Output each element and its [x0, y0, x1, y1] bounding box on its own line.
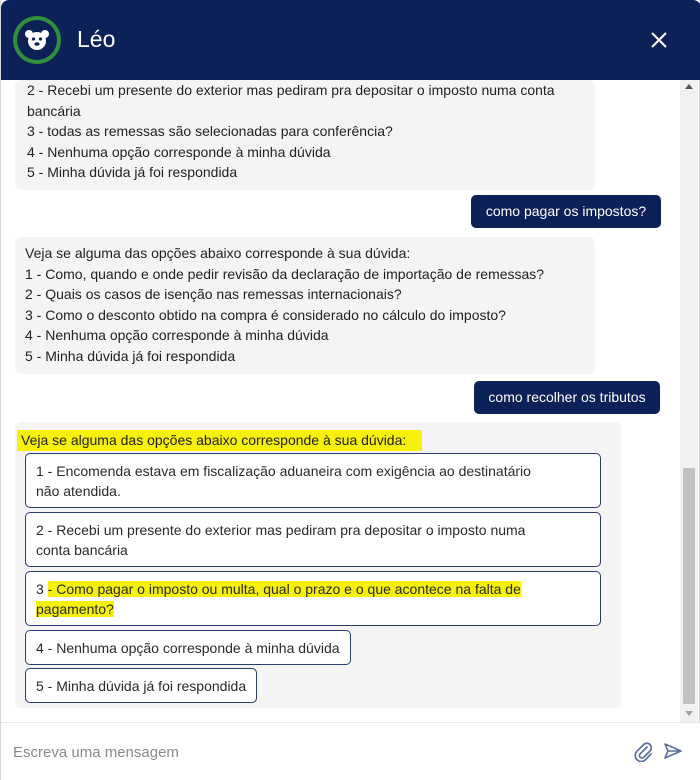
message-line: 2 - Recebi um presente do exterior mas pediram pra depositar o imposto numa conta: [27, 82, 555, 98]
message-line: 5 - Minha dúvida já foi respondida: [27, 164, 238, 180]
option-text: 4 - Nenhuma opção corresponde à minha dúvida: [36, 640, 340, 656]
message-line: 3 - Como o desconto obtido na compra é considerado no cálculo do imposto?: [25, 306, 506, 323]
option-button-3[interactable]: [25, 571, 601, 626]
message-line: bancária: [27, 102, 81, 119]
dog-icon: [24, 27, 50, 53]
send-button[interactable]: [663, 742, 683, 765]
bot-message: [15, 80, 595, 190]
message-line: 3 - todas as remessas são selecionadas para conferência?: [27, 123, 393, 139]
option-button-4[interactable]: [25, 630, 351, 665]
send-icon[interactable]: [663, 742, 683, 760]
user-message: como pagar os impostos?: [471, 195, 661, 228]
bot-message: [15, 237, 595, 374]
message-line: 2 - Quais os casos de isenção nas remessas internacionais?: [25, 286, 402, 302]
message-line: 4 - Nenhuma opção corresponde à minha dúvida: [25, 327, 329, 343]
option-text: 2 - Recebi um presente do exterior mas pediram pra depositar o imposto numa: [36, 522, 526, 538]
option-text-highlighted: - Como pagar o imposto ou multa, qual o prazo e o que acontece na falta de: [47, 581, 521, 597]
chat-header: [1, 0, 700, 80]
option-button-5[interactable]: [25, 668, 257, 703]
close-button[interactable]: [647, 28, 671, 52]
message-input[interactable]: [13, 737, 613, 767]
option-text: 1 - Encomenda estava em fiscalização aduaneira com exigência ao destinatário: [36, 463, 531, 479]
scrollbar[interactable]: [680, 80, 698, 722]
scroll-thumb[interactable]: [683, 468, 695, 704]
message-composer: [1, 722, 700, 780]
option-number: 3: [36, 581, 48, 597]
option-text-highlighted: pagamento?: [36, 601, 114, 617]
bot-avatar: [13, 16, 61, 64]
message-line: 4 - Nenhuma opção corresponde à minha dúvida: [27, 143, 331, 160]
option-button-1[interactable]: [25, 453, 601, 508]
bot-message-options: [15, 422, 621, 708]
scroll-down-arrow[interactable]: [685, 711, 693, 716]
message-line: 1 - Como, quando e onde pedir revisão da declaração de importação de remessas?: [25, 265, 545, 282]
option-text: não atendida.: [36, 483, 121, 499]
option-text: 5 - Minha dúvida já foi respondida: [36, 678, 247, 694]
user-message: como recolher os tributos: [474, 381, 660, 414]
scroll-up-arrow[interactable]: [685, 84, 693, 89]
message-line: 5 - Minha dúvida já foi respondida: [25, 347, 236, 364]
chat-title: Léo: [77, 26, 116, 52]
message-line: Veja se alguma das opções abaixo corresponde à sua dúvida:: [25, 245, 411, 261]
paperclip-icon[interactable]: [633, 740, 653, 762]
close-icon[interactable]: [647, 28, 671, 52]
option-text: conta bancária: [36, 542, 128, 558]
attach-button[interactable]: [633, 740, 653, 767]
option-button-2[interactable]: [25, 512, 601, 567]
message-list: [1, 80, 679, 722]
options-intro: Veja se alguma das opções abaixo corresponde à sua dúvida:: [17, 430, 422, 451]
